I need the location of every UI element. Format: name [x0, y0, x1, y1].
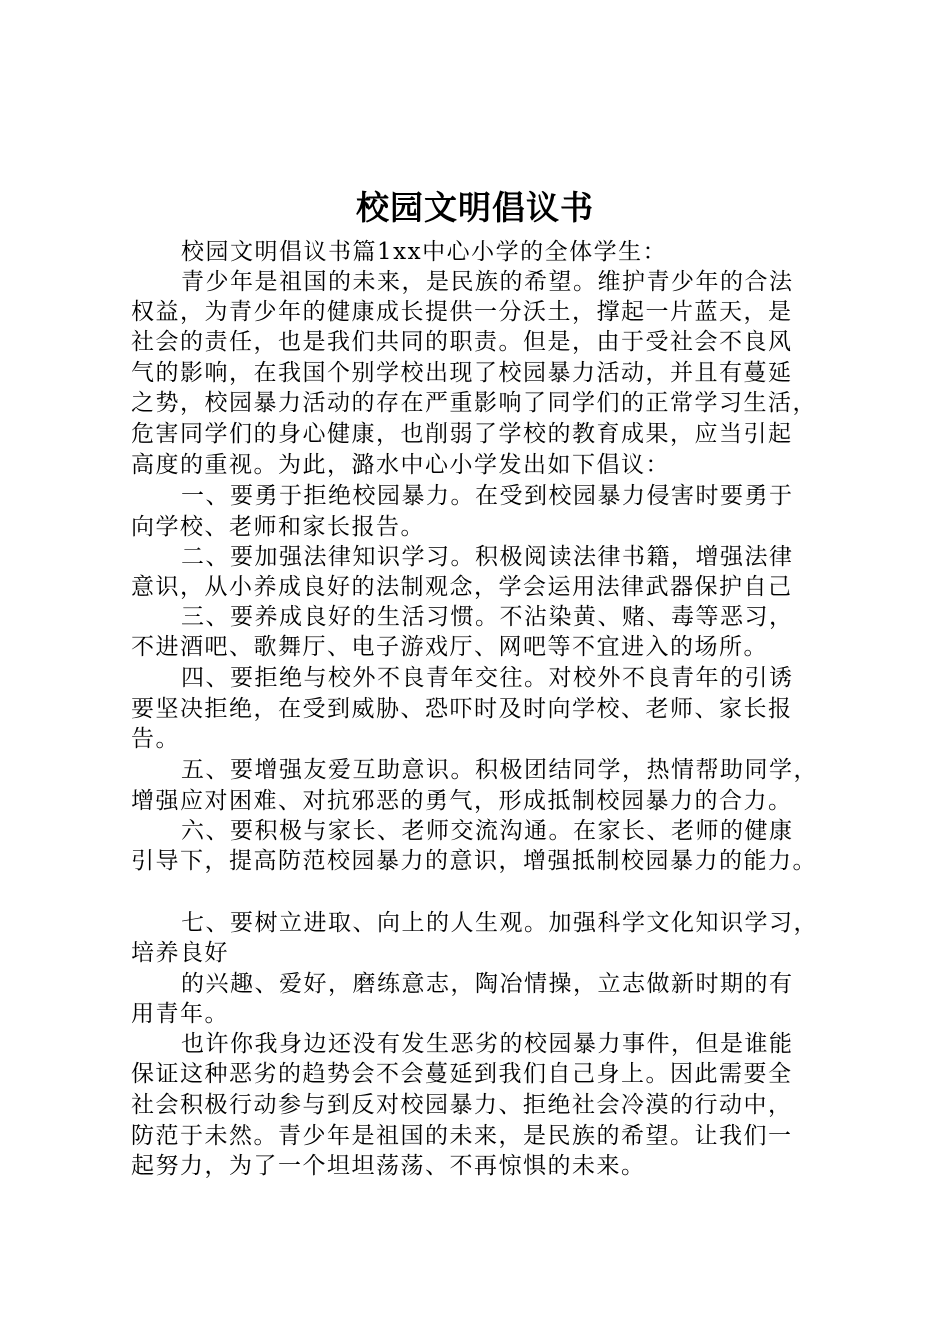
paragraph-line: 五、要增强友爱互助意识。积极团结同学，热情帮助同学，: [181, 757, 818, 783]
paragraph-line: 也许你我身边还没有发生恶劣的校园暴力事件，但是谁能: [181, 1031, 794, 1057]
paragraph-line: 培养良好: [131, 940, 229, 966]
paragraph-line: 防范于未然。青少年是祖国的未来，是民族的希望。让我们一: [131, 1123, 793, 1149]
paragraph-line: 社会积极行动参与到反对校园暴力、拒绝社会冷漠的行动中，: [131, 1092, 793, 1118]
document-title: 校园文明倡议书: [356, 188, 594, 227]
paragraph-line: 增强应对困难、对抗邪恶的勇气，形成抵制校园暴力的合力。: [131, 788, 793, 814]
paragraph-line: 青少年是祖国的未来，是民族的希望。维护青少年的合法: [181, 269, 794, 295]
paragraph-line: 向学校、老师和家长报告。: [131, 514, 425, 540]
paragraph-line: 六、要积极与家长、老师交流沟通。在家长、老师的健康: [181, 818, 794, 844]
paragraph-line: 用青年。: [131, 1001, 229, 1027]
paragraph-line: 危害同学们的身心健康，也削弱了学校的教育成果，应当引起: [131, 421, 793, 447]
paragraph-line: 起努力，为了一个坦坦荡荡、不再惊惧的未来。: [131, 1153, 646, 1179]
paragraph-line: 校园文明倡议书篇1xx中心小学的全体学生：: [181, 239, 668, 265]
paragraph-line: 的兴趣、爱好，磨练意志，陶冶情操，立志做新时期的有: [181, 971, 794, 997]
paragraph-line: 二、要加强法律知识学习。积极阅读法律书籍，增强法律: [181, 544, 794, 570]
paragraph-line: 要坚决拒绝，在受到威胁、恐吓时及时向学校、老师、家长报: [131, 696, 793, 722]
paragraph-line: 社会的责任，也是我们共同的职责。但是，由于受社会不良风: [131, 329, 793, 355]
paragraph-line: 引导下，提高防范校园暴力的意识，增强抵制校园暴力的能力。: [131, 848, 817, 874]
paragraph-line: 权益，为青少年的健康成长提供一分沃土，撑起一片蓝天，是: [131, 299, 793, 325]
paragraph-line: 三、要养成良好的生活习惯。不沾染黄、赌、毒等恶习，: [181, 604, 794, 630]
paragraph-line: 一、要勇于拒绝校园暴力。在受到校园暴力侵害时要勇于: [181, 483, 794, 509]
paragraph-line: 气的影响，在我国个别学校出现了校园暴力活动，并且有蔓延: [131, 360, 793, 386]
paragraph-line: 七、要树立进取、向上的人生观。加强科学文化知识学习，: [181, 910, 818, 936]
paragraph-line: 之势，校园暴力活动的存在严重影响了同学们的正常学习生活，: [131, 390, 817, 416]
paragraph-line: 不进酒吧、歌舞厅、电子游戏厅、网吧等不宜进入的场所。: [131, 634, 768, 660]
paragraph-line: 高度的重视。为此，潞水中心小学发出如下倡议：: [131, 452, 670, 478]
paragraph-line: 保证这种恶劣的趋势会不会蔓延到我们自己身上。因此需要全: [131, 1061, 793, 1087]
paragraph-line: 告。: [131, 726, 180, 752]
paragraph-line: 意识，从小养成良好的法制观念，学会运用法律武器保护自己: [131, 574, 793, 600]
paragraph-line: 四、要拒绝与校外不良青年交往。对校外不良青年的引诱: [181, 665, 794, 691]
